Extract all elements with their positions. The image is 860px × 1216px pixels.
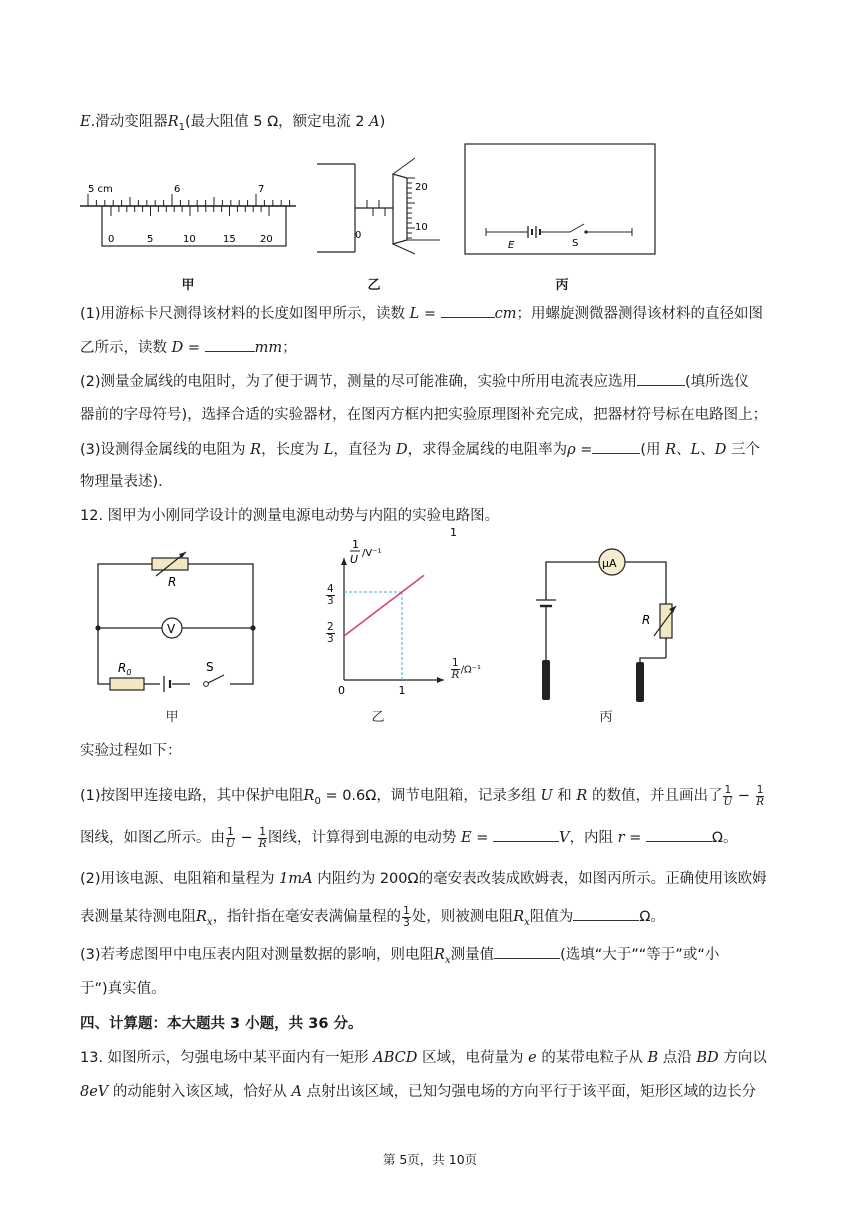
section-4-heading: 四、计算题：本大题共 3 小题，共 36 分。 <box>80 1016 363 1032</box>
caption-yi-2: 乙 <box>371 710 385 725</box>
q12-circuit-jia <box>90 548 265 698</box>
q12-part1-line2: 图线，如图乙所示。由 $\frac{1}{U}$ − $\frac{1}{R}$ 图线，计算得到电源的电动势 E = V，内阻 r = Ω。 <box>80 825 738 850</box>
jia-s-label: S <box>206 660 214 674</box>
q12-part2-line2: 表测量某待测电阻$R_x$，指针指在毫安表满偏量程的 $\frac{1}{3}$ 处，则被测电阻$R_x$阻值为 Ω。 <box>80 904 665 929</box>
answer-blank-emf[interactable] <box>493 827 559 842</box>
q12-intro: 12. 图甲为小刚同学设计的测量电源电动势与内阻的实验电路图。 <box>80 508 500 524</box>
q12-graph-yi <box>318 526 457 704</box>
vernier-label-10: 10 <box>183 234 196 245</box>
micrometer-figure <box>315 156 440 256</box>
jia-r0-label: $R_0$ <box>118 661 132 677</box>
vernier-label-5: 5 <box>147 234 154 245</box>
answer-blank-rx[interactable] <box>573 906 639 921</box>
q11-part2-line2: 器前的字母符号)，选择合适的实验器材，在图丙方框内把实验原理图补充完成，把器材符号标在电路图上； <box>80 407 768 423</box>
yi-ytick-2-3: $\frac{2}{3}$ <box>327 621 334 645</box>
yi-ytick-4-3: $\frac{4}{3}$ <box>327 583 334 607</box>
caption-bing-1: 丙 <box>555 278 569 293</box>
q12-part3-line1: (3)若考虑图甲中电压表内阻对测量数据的影响，则电阻$R_x$测量值 (选填“大于”“等于”或“小 <box>80 944 719 971</box>
vernier-label-0: 0 <box>108 234 115 245</box>
q13-line2: 8eV 的动能射入该区域，恰好从 A 点射出该区域，已知匀强电场的方向平行于该平面，矩形区域的边长分 <box>80 1084 757 1100</box>
caliper-label-6: 6 <box>174 184 181 195</box>
thimble-label-20: 20 <box>415 182 428 193</box>
caption-yi-1: 乙 <box>367 278 381 293</box>
jia-r-label: R <box>168 575 177 589</box>
thimble-label-10: 10 <box>415 222 428 233</box>
answer-blank-compare[interactable] <box>494 944 560 959</box>
box-e-label: E <box>508 240 515 251</box>
yi-xaxis-num: 1 <box>450 526 457 539</box>
q12-ohmmeter-bing <box>530 540 680 722</box>
item-e-line: E.滑动变阻器$R_1$(最大阻值 5 Ω，额定电流 2 A) <box>80 114 386 133</box>
q12-part2-line1: (2)用该电源、电阻箱和量程为 1mA 内阻约为 200Ω的毫安表改装成欧姆表，如图丙所示。正确使用该欧姆 <box>80 871 767 887</box>
q11-part3-line2: 物理量表述)． <box>80 474 173 490</box>
q11-part1-line2: 乙所示，读数 D = mm； <box>80 337 297 358</box>
vernier-caliper-figure <box>78 176 298 252</box>
vernier-label-15: 15 <box>223 234 236 245</box>
page-footer: 第 5页，共 10页 <box>382 1152 478 1167</box>
q11-part2-line1: (2)测量金属线的电阻时，为了便于调节，测量的尽可能准确，实验中所用电流表应选用 (填所选仪 <box>80 371 749 392</box>
jia-v-label: V <box>167 622 176 636</box>
q13-line1: 13. 如图所示，匀强电场中某平面内有一矩形 ABCD 区域，电荷量为 e 的某带电粒子从 B 点沿 BD 方向以 <box>80 1050 767 1066</box>
bing-r-label: R <box>642 613 651 627</box>
caliper-label-5cm: 5 cm <box>88 184 113 195</box>
yi-yaxis-num: 1 <box>352 538 359 551</box>
yi-data-line <box>344 575 424 636</box>
caliper-label-7: 7 <box>258 184 265 195</box>
box-s-label: S <box>572 238 579 249</box>
bing-meter-label: μA <box>602 557 617 570</box>
caption-bing-2: 丙 <box>599 710 613 725</box>
circuit-box-figure <box>464 140 658 258</box>
q12-process: 实验过程如下： <box>80 743 182 759</box>
yi-xtick-1: 1 <box>398 684 406 697</box>
yi-yaxis-den: U <box>350 553 359 566</box>
vernier-label-20: 20 <box>260 234 273 245</box>
q11-part1-line1: (1)用游标卡尺测得该材料的长度如图甲所示，读数 L = cm；用螺旋测微器测得该材料的直径如图 <box>80 303 763 324</box>
answer-blank-l[interactable] <box>441 303 495 318</box>
caption-jia-2: 甲 <box>165 710 179 725</box>
micrometer-sleeve-0: 0 <box>355 230 362 241</box>
answer-blank-d[interactable] <box>205 337 255 352</box>
caption-jia-1: 甲 <box>181 278 195 293</box>
q12-part3-line2: 于”)真实值。 <box>80 981 166 997</box>
yi-xaxis-label: $\frac{1}{R}$ /Ω⁻¹ <box>451 657 481 681</box>
yi-origin: 0 <box>338 684 345 697</box>
q12-part1-line1: (1)按图甲连接电路，其中保护电阻$R_0 = 0.6\Omega$，调节电阻箱，记录多组 U 和 R 的数值，并且画出了 $\frac{1}{U}$ − $\frac{1}{R}$ <box>80 783 764 808</box>
q11-part3-line1: (3)设测得金属线的电阻为 R，长度为 L，直径为 D，求得金属线的电阻率为ρ = (用 R、L、D 三个 <box>80 439 760 460</box>
answer-blank-r[interactable] <box>646 827 712 842</box>
answer-blank-rho[interactable] <box>592 439 640 454</box>
answer-blank-ammeter[interactable] <box>637 371 685 386</box>
yi-yaxis-unit: /V⁻¹ <box>362 548 382 559</box>
